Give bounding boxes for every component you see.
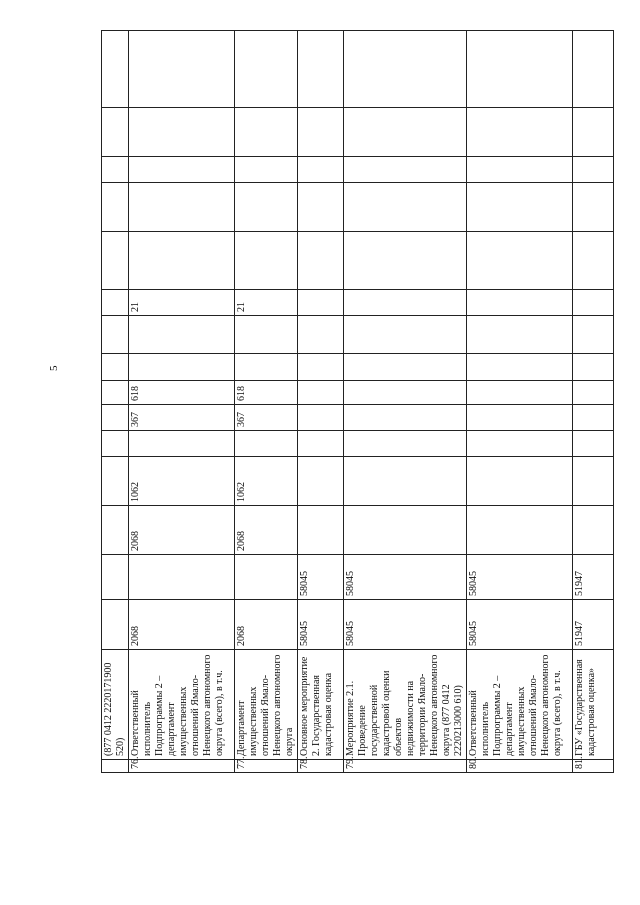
description-cell: Ответственный исполнитель Подпрограммы 2 – департамент имущественных отношений Ямало-Ненецкого автономного округа (всего), в т.ч. [129, 650, 235, 760]
value-cell [573, 405, 614, 431]
value-cell [467, 183, 573, 232]
value-cell: 2068 [129, 600, 235, 650]
value-cell [102, 31, 129, 108]
value-cell: 618 [129, 381, 235, 405]
row-number-cell: 77. [235, 760, 298, 773]
value-cell [467, 31, 573, 108]
value-cell [102, 290, 129, 316]
description-cell: Департамент имущественных отношений Ямало-Ненецкого автономного округа [235, 650, 298, 760]
table-row [573, 31, 614, 773]
value-cell [344, 290, 467, 316]
value-cell [467, 354, 573, 381]
value-cell: 51947 [573, 555, 614, 600]
value-cell [344, 457, 467, 506]
value-cell [344, 381, 467, 405]
value-cell [467, 316, 573, 354]
value-cell [129, 108, 235, 157]
value-cell: 367 [235, 405, 298, 431]
value-cell [573, 431, 614, 457]
description-cell: ГБУ «Государственная кадастровая оценка» [573, 650, 614, 760]
value-cell [102, 108, 129, 157]
value-cell [129, 354, 235, 381]
value-cell: 58045 [344, 555, 467, 600]
value-cell [235, 31, 298, 108]
value-cell [235, 316, 298, 354]
value-cell [573, 354, 614, 381]
value-cell [298, 381, 344, 405]
value-cell: 367 [129, 405, 235, 431]
value-cell [467, 506, 573, 555]
value-cell [102, 232, 129, 290]
value-cell [235, 354, 298, 381]
value-cell [467, 431, 573, 457]
value-cell [298, 157, 344, 183]
value-cell [235, 183, 298, 232]
value-cell [573, 381, 614, 405]
value-cell [235, 232, 298, 290]
description-cell: Основное мероприятие 2. Государственная кадастровая оценка [298, 650, 344, 760]
value-cell [467, 232, 573, 290]
value-cell [467, 457, 573, 506]
value-cell [298, 183, 344, 232]
description-cell: Мероприятие 2.1. Проведение государственной кадастровой оценки объектов недвижимости на территории Ямало-Ненецкого автономного округа (877 0412 2220213000 610) [344, 650, 467, 760]
value-cell [467, 405, 573, 431]
value-cell [573, 183, 614, 232]
table-row [298, 31, 344, 773]
value-cell [344, 354, 467, 381]
value-cell [235, 157, 298, 183]
value-cell [102, 354, 129, 381]
value-cell [129, 31, 235, 108]
value-cell [102, 157, 129, 183]
value-cell [344, 183, 467, 232]
value-cell [102, 405, 129, 431]
row-number-cell: 78. [298, 760, 344, 773]
value-cell: 1062 [129, 457, 235, 506]
value-cell: 21 [129, 290, 235, 316]
value-cell [344, 431, 467, 457]
row-number-cell: 80. [467, 760, 573, 773]
value-cell: 58045 [298, 555, 344, 600]
value-cell [573, 290, 614, 316]
value-cell [102, 506, 129, 555]
value-cell [298, 431, 344, 457]
value-cell [129, 183, 235, 232]
value-cell [298, 108, 344, 157]
value-cell [102, 431, 129, 457]
value-cell [344, 157, 467, 183]
value-cell [573, 316, 614, 354]
value-cell [129, 316, 235, 354]
value-cell [573, 31, 614, 108]
value-cell [102, 555, 129, 600]
value-cell [573, 232, 614, 290]
row-number-cell: 76. [129, 760, 235, 773]
table-row [102, 31, 129, 773]
value-cell: 58045 [467, 555, 573, 600]
value-cell [467, 381, 573, 405]
value-cell [573, 506, 614, 555]
rotated-table-wrapper [101, 33, 597, 773]
value-cell: 58045 [467, 600, 573, 650]
value-cell [298, 457, 344, 506]
value-cell [467, 157, 573, 183]
value-cell: 1062 [235, 457, 298, 506]
value-cell [235, 108, 298, 157]
value-cell [129, 431, 235, 457]
description-cell: Ответственный исполнитель Подпрограммы 2 – департамент имущественных отношений Ямало-Ненецкого автономного округа (всего), в т.ч. [467, 650, 573, 760]
page-number: 5 [48, 365, 60, 371]
value-cell [102, 381, 129, 405]
value-cell: 2068 [129, 506, 235, 555]
value-cell [344, 316, 467, 354]
value-cell [344, 232, 467, 290]
value-cell [129, 555, 235, 600]
document-frame [101, 33, 597, 773]
value-cell [344, 506, 467, 555]
value-cell: 51947 [573, 600, 614, 650]
value-cell [102, 316, 129, 354]
value-cell [102, 183, 129, 232]
value-cell [298, 31, 344, 108]
value-cell: 58045 [344, 600, 467, 650]
value-cell [344, 108, 467, 157]
value-cell [129, 157, 235, 183]
value-cell [573, 108, 614, 157]
row-number-cell: 81. [573, 760, 614, 773]
value-cell [102, 600, 129, 650]
table-row [129, 31, 235, 773]
table-row [467, 31, 573, 773]
value-cell [298, 316, 344, 354]
value-cell: 21 [235, 290, 298, 316]
value-cell [467, 290, 573, 316]
value-cell [298, 506, 344, 555]
description-cell: (877 0412 2220171900 520) [102, 650, 129, 760]
value-cell [102, 457, 129, 506]
value-cell [573, 457, 614, 506]
value-cell [129, 232, 235, 290]
value-cell [298, 354, 344, 381]
value-cell: 2068 [235, 600, 298, 650]
value-cell [344, 31, 467, 108]
row-number-cell [102, 760, 129, 773]
table-row [344, 31, 467, 773]
value-cell [298, 232, 344, 290]
value-cell [467, 108, 573, 157]
value-cell: 2068 [235, 506, 298, 555]
value-cell [235, 555, 298, 600]
value-cell [344, 405, 467, 431]
table-row [235, 31, 298, 773]
value-cell [298, 290, 344, 316]
value-cell: 618 [235, 381, 298, 405]
value-cell [235, 431, 298, 457]
row-number-cell: 79. [344, 760, 467, 773]
value-cell [298, 405, 344, 431]
budget-table [101, 30, 614, 773]
value-cell [573, 157, 614, 183]
value-cell: 58045 [298, 600, 344, 650]
